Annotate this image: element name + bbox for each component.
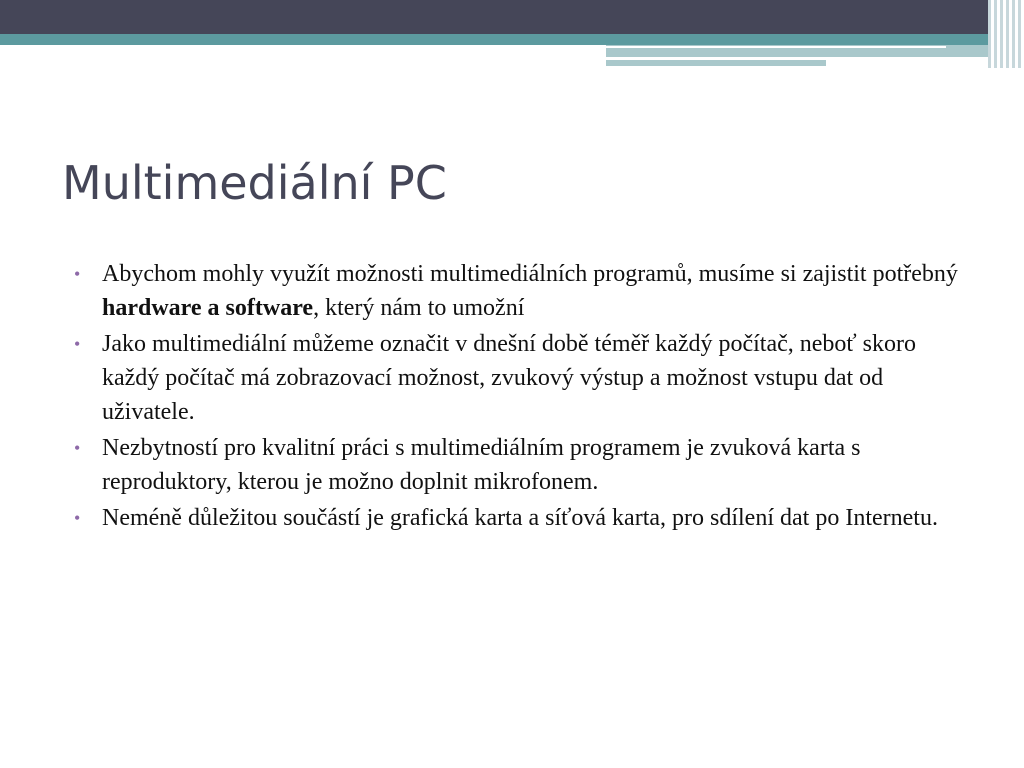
bullet-icon: •	[74, 508, 81, 528]
bullet-text: Neméně důležitou součástí je grafická karta a síťová karta, pro sdílení dat po Internetu.	[102, 505, 938, 531]
bullet-list	[74, 257, 974, 537]
bullet-item	[74, 327, 974, 429]
bullet-icon: •	[74, 438, 81, 458]
bullet-text: Abychom mohly využít možnosti multimediálních programů, musíme si zajistit potřebný	[102, 261, 958, 287]
header-light-bar-short	[606, 60, 826, 66]
bullet-text: Jako multimediální můžeme označit v dnešní době téměř každý počítač, neboť skoro každý počítač má zobrazovací možnost, zvukový výstup a možnost vstupu dat od uživatele.	[102, 331, 917, 425]
header-teal-bar	[0, 34, 1024, 45]
bullet-text: , který nám to umožní	[313, 295, 525, 321]
slide-title: Multimediální PC	[62, 156, 447, 210]
bullet-text-bold: hardware a software	[102, 295, 314, 321]
bullet-icon: •	[74, 334, 81, 354]
bullet-item	[74, 431, 974, 499]
header-stripes-decoration	[988, 0, 1024, 68]
bullet-icon: •	[74, 264, 81, 284]
bullet-text: Nezbytností pro kvalitní práci s multimediálním programem je zvuková karta s reproduktory, kterou je možno doplnit mikrofonem.	[102, 435, 861, 495]
bullet-item	[74, 257, 974, 325]
bullet-item	[74, 501, 974, 535]
header-white-line	[606, 46, 946, 48]
header-dark-bar	[0, 0, 1024, 34]
